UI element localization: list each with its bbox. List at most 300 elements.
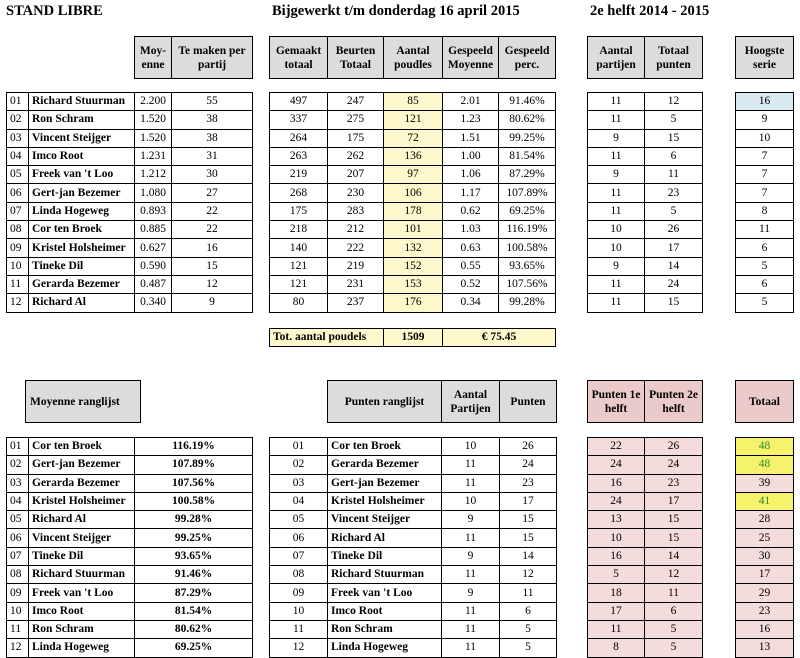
- moyenne-ranking-title: Moyenne ranglijst: [26, 381, 141, 423]
- beurten-value: 207: [328, 166, 384, 184]
- partijen-value: 10: [442, 438, 500, 456]
- table-row: [588, 294, 703, 312]
- table-row: [736, 129, 794, 147]
- punten-2e-value: 14: [645, 547, 703, 565]
- table-row: [270, 221, 556, 239]
- punten-1e-value: 22: [588, 438, 645, 456]
- gespeeld-perc-value: 99.25%: [499, 129, 556, 147]
- gespeeld-moyenne-value: 0.63: [443, 239, 499, 257]
- punten-value: 5: [500, 620, 557, 638]
- player-name: Richard Stuurman: [29, 93, 135, 111]
- punten-value: 23: [645, 184, 703, 202]
- moyenne-ranking-table: [6, 437, 253, 658]
- player-name: Gert-jan Bezemer: [29, 456, 135, 474]
- moyenne-value: 0.627: [135, 239, 172, 257]
- table-row: [588, 529, 703, 547]
- gemaakt-value: 140: [270, 239, 328, 257]
- partijen-value: 11: [442, 566, 500, 584]
- rank-number: 08: [7, 566, 29, 584]
- totaal-value: 39: [736, 474, 794, 492]
- season-label: 2e helft 2014 - 2015: [590, 3, 710, 19]
- beurten-value: 222: [328, 239, 384, 257]
- punten-ranking-table: [269, 437, 557, 658]
- gemaakt-value: 263: [270, 147, 328, 165]
- moyenne-value: 1.520: [135, 129, 172, 147]
- table-row: [588, 584, 703, 602]
- moyenne-perc-value: 91.46%: [135, 566, 253, 584]
- table-row: [7, 294, 253, 312]
- table-row: [736, 639, 794, 657]
- punten-2e-value: 15: [645, 529, 703, 547]
- player-name: Kristel Holsheimer: [29, 492, 135, 510]
- col-rank-punten: Punten: [500, 381, 557, 423]
- rank-number: 06: [270, 529, 328, 547]
- moyenne-perc-value: 69.25%: [135, 639, 253, 657]
- punten-1e-value: 16: [588, 474, 645, 492]
- rank-number: 10: [270, 602, 328, 620]
- partijen-value: 10: [442, 492, 500, 510]
- punten-value: 5: [645, 111, 703, 129]
- moyenne-value: 0.893: [135, 202, 172, 220]
- gespeeld-perc-value: 107.89%: [499, 184, 556, 202]
- main-serie-table: [735, 92, 794, 313]
- halves-header: [587, 380, 703, 423]
- partijen-value: 11: [588, 93, 645, 111]
- gespeeld-moyenne-value: 0.34: [443, 294, 499, 312]
- gespeeld-perc-value: 100.58%: [499, 239, 556, 257]
- table-row: [7, 129, 253, 147]
- table-row: [736, 511, 794, 529]
- player-name: Gert-jan Bezemer: [328, 474, 442, 492]
- partijen-value: 9: [442, 584, 500, 602]
- moyenne-perc-value: 81.54%: [135, 602, 253, 620]
- punten-value: 14: [500, 547, 557, 565]
- table-row: [270, 602, 557, 620]
- poudles-value: 85: [384, 93, 443, 111]
- table-row: [736, 257, 794, 275]
- header-serie: [735, 36, 794, 79]
- punten-value: 5: [645, 202, 703, 220]
- table-row: [7, 620, 253, 638]
- player-name: Gerarda Bezemer: [29, 275, 135, 293]
- beurten-value: 175: [328, 129, 384, 147]
- rank-number: 05: [270, 511, 328, 529]
- moyenne-value: 0.487: [135, 275, 172, 293]
- partijen-value: 11: [588, 147, 645, 165]
- table-row: [270, 111, 556, 129]
- punten-value: 11: [500, 584, 557, 602]
- punten-1e-value: 8: [588, 639, 645, 657]
- table-row: [588, 492, 703, 510]
- totaal-value: 17: [736, 566, 794, 584]
- moyenne-perc-value: 93.65%: [135, 547, 253, 565]
- totaal-value: 41: [736, 492, 794, 510]
- beurten-value: 262: [328, 147, 384, 165]
- table-row: [270, 294, 556, 312]
- partijen-value: 11: [588, 111, 645, 129]
- col-rank-partijen: Aantal Partijen: [442, 381, 500, 423]
- player-name: Imco Root: [29, 147, 135, 165]
- player-name: Imco Root: [29, 602, 135, 620]
- table-row: [736, 438, 794, 456]
- table-row: [7, 93, 253, 111]
- table-row: [270, 566, 557, 584]
- table-row: [7, 111, 253, 129]
- gespeeld-perc-value: 116.19%: [499, 221, 556, 239]
- punten-2e-value: 23: [645, 474, 703, 492]
- totaal-value: 29: [736, 584, 794, 602]
- table-row: [7, 602, 253, 620]
- punten-2e-value: 11: [645, 584, 703, 602]
- table-row: [588, 147, 703, 165]
- table-row: [7, 529, 253, 547]
- punten-value: 17: [500, 492, 557, 510]
- moyenne-perc-value: 87.29%: [135, 584, 253, 602]
- player-name: Linda Hogeweg: [29, 639, 135, 657]
- player-name: Cor ten Broek: [328, 438, 442, 456]
- rank-number: 05: [7, 511, 29, 529]
- punten-value: 15: [645, 129, 703, 147]
- punten-1e-value: 17: [588, 602, 645, 620]
- te-maken-value: 38: [172, 129, 253, 147]
- gespeeld-perc-value: 69.25%: [499, 202, 556, 220]
- rank-number: 04: [7, 492, 29, 510]
- poudles-value: 153: [384, 275, 443, 293]
- player-name: Freek van 't Loo: [29, 584, 135, 602]
- totals-amount: € 75.45: [443, 329, 556, 347]
- table-row: [736, 547, 794, 565]
- table-row: [736, 202, 794, 220]
- gespeeld-moyenne-value: 1.03: [443, 221, 499, 239]
- partijen-value: 11: [442, 456, 500, 474]
- player-name: Richard Stuurman: [29, 566, 135, 584]
- hoogste-serie-value: 10: [736, 129, 794, 147]
- punten-value: 24: [645, 275, 703, 293]
- table-row: [588, 602, 703, 620]
- updated-label: Bijgewerkt t/m donderdag 16 april 2015: [272, 3, 520, 19]
- table-row: [270, 275, 556, 293]
- gespeeld-moyenne-value: 0.62: [443, 202, 499, 220]
- poudles-value: 106: [384, 184, 443, 202]
- gespeeld-perc-value: 91.46%: [499, 93, 556, 111]
- table-row: [588, 566, 703, 584]
- table-row: [736, 93, 794, 111]
- beurten-value: 231: [328, 275, 384, 293]
- table-row: [588, 257, 703, 275]
- table-row: [7, 474, 253, 492]
- punten-1e-value: 24: [588, 492, 645, 510]
- table-row: [270, 438, 557, 456]
- main-points-table: [587, 92, 703, 313]
- totaal-header: [735, 380, 794, 423]
- punten-value: 26: [645, 221, 703, 239]
- table-row: [270, 166, 556, 184]
- table-row: [588, 221, 703, 239]
- table-row: [588, 129, 703, 147]
- punten-1e-value: 5: [588, 566, 645, 584]
- row-number: 11: [7, 275, 29, 293]
- player-name: Kristel Holsheimer: [328, 492, 442, 510]
- table-row: [7, 257, 253, 275]
- poudles-value: 72: [384, 129, 443, 147]
- punten-value: 11: [645, 166, 703, 184]
- main-names-table: [6, 92, 253, 313]
- player-name: Linda Hogeweg: [328, 639, 442, 657]
- row-number: 09: [7, 239, 29, 257]
- table-row: [736, 294, 794, 312]
- hoogste-serie-value: 7: [736, 166, 794, 184]
- rank-number: 12: [7, 639, 29, 657]
- col-punten: Totaal punten: [645, 37, 703, 79]
- player-name: Linda Hogeweg: [29, 202, 135, 220]
- table-row: [736, 529, 794, 547]
- moyenne-perc-value: 116.19%: [135, 438, 253, 456]
- te-maken-value: 16: [172, 239, 253, 257]
- te-maken-value: 12: [172, 275, 253, 293]
- partijen-value: 9: [588, 257, 645, 275]
- punten-2e-value: 5: [645, 620, 703, 638]
- te-maken-value: 55: [172, 93, 253, 111]
- table-row: [588, 166, 703, 184]
- table-row: [736, 275, 794, 293]
- te-maken-value: 15: [172, 257, 253, 275]
- moyenne-value: 0.590: [135, 257, 172, 275]
- table-row: [270, 93, 556, 111]
- moyenne-perc-value: 100.58%: [135, 492, 253, 510]
- hoogste-serie-value: 9: [736, 111, 794, 129]
- punten-value: 15: [500, 529, 557, 547]
- col-hoogste-serie: Hoogste serie: [736, 37, 794, 79]
- player-name: Richard Stuurman: [328, 566, 442, 584]
- punten-value: 6: [500, 602, 557, 620]
- table-row: [7, 566, 253, 584]
- punten-value: 23: [500, 474, 557, 492]
- table-row: [7, 584, 253, 602]
- player-name: Cor ten Broek: [29, 221, 135, 239]
- table-row: [7, 511, 253, 529]
- punten-value: 14: [645, 257, 703, 275]
- table-row: [7, 438, 253, 456]
- table-row: [736, 147, 794, 165]
- table-row: [7, 639, 253, 657]
- punten-2e-value: 12: [645, 566, 703, 584]
- moyenne-value: 0.885: [135, 221, 172, 239]
- col-gesp-moyenne: Gespeeld Moyenne: [443, 37, 499, 79]
- punten-ranking-title: Punten ranglijst: [328, 381, 442, 423]
- gespeeld-perc-value: 87.29%: [499, 166, 556, 184]
- rank-number: 08: [270, 566, 328, 584]
- poudles-value: 132: [384, 239, 443, 257]
- col-beurten: Beurten Totaal: [328, 37, 384, 79]
- player-name: Tineke Dil: [29, 257, 135, 275]
- player-name: Ron Schram: [29, 111, 135, 129]
- table-row: [270, 129, 556, 147]
- gemaakt-value: 219: [270, 166, 328, 184]
- poudles-value: 121: [384, 111, 443, 129]
- gespeeld-moyenne-value: 1.00: [443, 147, 499, 165]
- totaal-value: 48: [736, 456, 794, 474]
- punten-ranking-header: [327, 380, 557, 423]
- moyenne-perc-value: 107.56%: [135, 474, 253, 492]
- col-gesp-perc: Gespeeld perc.: [499, 37, 556, 79]
- punten-1e-value: 10: [588, 529, 645, 547]
- player-name: Vincent Steijger: [29, 529, 135, 547]
- table-row: [7, 184, 253, 202]
- totaal-value: 23: [736, 602, 794, 620]
- table-row: [588, 511, 703, 529]
- punten-value: 24: [500, 456, 557, 474]
- row-number: 03: [7, 129, 29, 147]
- player-name: Gerarda Bezemer: [29, 474, 135, 492]
- moyenne-ranking-header: [25, 380, 141, 423]
- row-number: 08: [7, 221, 29, 239]
- gespeeld-moyenne-value: 1.06: [443, 166, 499, 184]
- table-row: [736, 620, 794, 638]
- table-row: [736, 584, 794, 602]
- row-number: 05: [7, 166, 29, 184]
- table-row: [588, 474, 703, 492]
- partijen-value: 11: [588, 275, 645, 293]
- rank-number: 11: [270, 620, 328, 638]
- totaal-value: 13: [736, 639, 794, 657]
- table-row: [588, 93, 703, 111]
- moyenne-value: 1.231: [135, 147, 172, 165]
- main-stats-table: [269, 92, 556, 313]
- header-moyenne: [134, 36, 253, 79]
- partijen-value: 11: [588, 202, 645, 220]
- table-row: [736, 492, 794, 510]
- beurten-value: 275: [328, 111, 384, 129]
- player-name: Vincent Steijger: [29, 129, 135, 147]
- te-maken-value: 38: [172, 111, 253, 129]
- player-name: Vincent Steijger: [328, 511, 442, 529]
- row-number: 12: [7, 294, 29, 312]
- hoogste-serie-value: 5: [736, 294, 794, 312]
- punten-2e-value: 6: [645, 602, 703, 620]
- table-row: [736, 166, 794, 184]
- rank-number: 09: [270, 584, 328, 602]
- table-row: [736, 474, 794, 492]
- table-row: [588, 239, 703, 257]
- player-name: Ron Schram: [328, 620, 442, 638]
- gemaakt-value: 337: [270, 111, 328, 129]
- row-number: 02: [7, 111, 29, 129]
- table-row: [736, 456, 794, 474]
- te-maken-value: 27: [172, 184, 253, 202]
- partijen-value: 11: [442, 602, 500, 620]
- poudles-value: 97: [384, 166, 443, 184]
- player-name: Cor ten Broek: [29, 438, 135, 456]
- poudles-value: 176: [384, 294, 443, 312]
- table-row: [270, 257, 556, 275]
- punten-1e-value: 24: [588, 456, 645, 474]
- table-row: [7, 221, 253, 239]
- table-row: [588, 111, 703, 129]
- punten-value: 26: [500, 438, 557, 456]
- rank-number: 04: [270, 492, 328, 510]
- halves-table: [587, 437, 703, 658]
- table-row: [736, 221, 794, 239]
- table-row: [736, 566, 794, 584]
- table-row: [736, 184, 794, 202]
- partijen-value: 11: [588, 294, 645, 312]
- row-number: 01: [7, 93, 29, 111]
- gespeeld-perc-value: 93.65%: [499, 257, 556, 275]
- partijen-value: 10: [588, 221, 645, 239]
- gespeeld-moyenne-value: 1.17: [443, 184, 499, 202]
- gemaakt-value: 175: [270, 202, 328, 220]
- col-moyenne: Moy- enne: [135, 37, 172, 79]
- gemaakt-value: 80: [270, 294, 328, 312]
- te-maken-value: 22: [172, 221, 253, 239]
- moyenne-perc-value: 99.25%: [135, 529, 253, 547]
- partijen-value: 9: [442, 547, 500, 565]
- beurten-value: 212: [328, 221, 384, 239]
- rank-number: 09: [7, 584, 29, 602]
- punten-value: 15: [645, 294, 703, 312]
- totaal-value: 28: [736, 511, 794, 529]
- moyenne-perc-value: 107.89%: [135, 456, 253, 474]
- table-row: [270, 639, 557, 657]
- row-number: 06: [7, 184, 29, 202]
- table-row: [270, 202, 556, 220]
- moyenne-value: 2.200: [135, 93, 172, 111]
- rank-number: 03: [7, 474, 29, 492]
- gemaakt-value: 497: [270, 93, 328, 111]
- totals-label: Tot. aantal poudels: [270, 329, 384, 347]
- te-maken-value: 31: [172, 147, 253, 165]
- player-name: Imco Root: [328, 602, 442, 620]
- punten-value: 12: [500, 566, 557, 584]
- punten-1e-value: 18: [588, 584, 645, 602]
- col-gemaakt: Gemaakt totaal: [270, 37, 328, 79]
- table-row: [736, 602, 794, 620]
- player-name: Freek van 't Loo: [328, 584, 442, 602]
- totaal-value: 16: [736, 620, 794, 638]
- player-name: Tineke Dil: [328, 547, 442, 565]
- col-punten-1e: Punten 1e helft: [588, 381, 645, 423]
- gespeeld-perc-value: 99.28%: [499, 294, 556, 312]
- rank-number: 02: [7, 456, 29, 474]
- moyenne-value: 1.080: [135, 184, 172, 202]
- player-name: Gerarda Bezemer: [328, 456, 442, 474]
- totals-count: 1509: [384, 329, 443, 347]
- table-row: [7, 166, 253, 184]
- hoogste-serie-value: 8: [736, 202, 794, 220]
- rank-number: 02: [270, 456, 328, 474]
- punten-value: 12: [645, 93, 703, 111]
- partijen-value: 9: [588, 166, 645, 184]
- gemaakt-value: 264: [270, 129, 328, 147]
- col-punten-2e: Punten 2e helft: [645, 381, 703, 423]
- table-row: [588, 639, 703, 657]
- gespeeld-perc-value: 107.56%: [499, 275, 556, 293]
- table-row: [270, 474, 557, 492]
- punten-2e-value: 26: [645, 438, 703, 456]
- table-row: [7, 147, 253, 165]
- table-row: [588, 620, 703, 638]
- partijen-value: 9: [442, 511, 500, 529]
- punten-value: 15: [500, 511, 557, 529]
- hoogste-serie-value: 11: [736, 221, 794, 239]
- rank-number: 07: [7, 547, 29, 565]
- gemaakt-value: 218: [270, 221, 328, 239]
- table-row: [736, 111, 794, 129]
- hoogste-serie-value: 5: [736, 257, 794, 275]
- table-row: [588, 202, 703, 220]
- punten-2e-value: 15: [645, 511, 703, 529]
- table-row: [7, 275, 253, 293]
